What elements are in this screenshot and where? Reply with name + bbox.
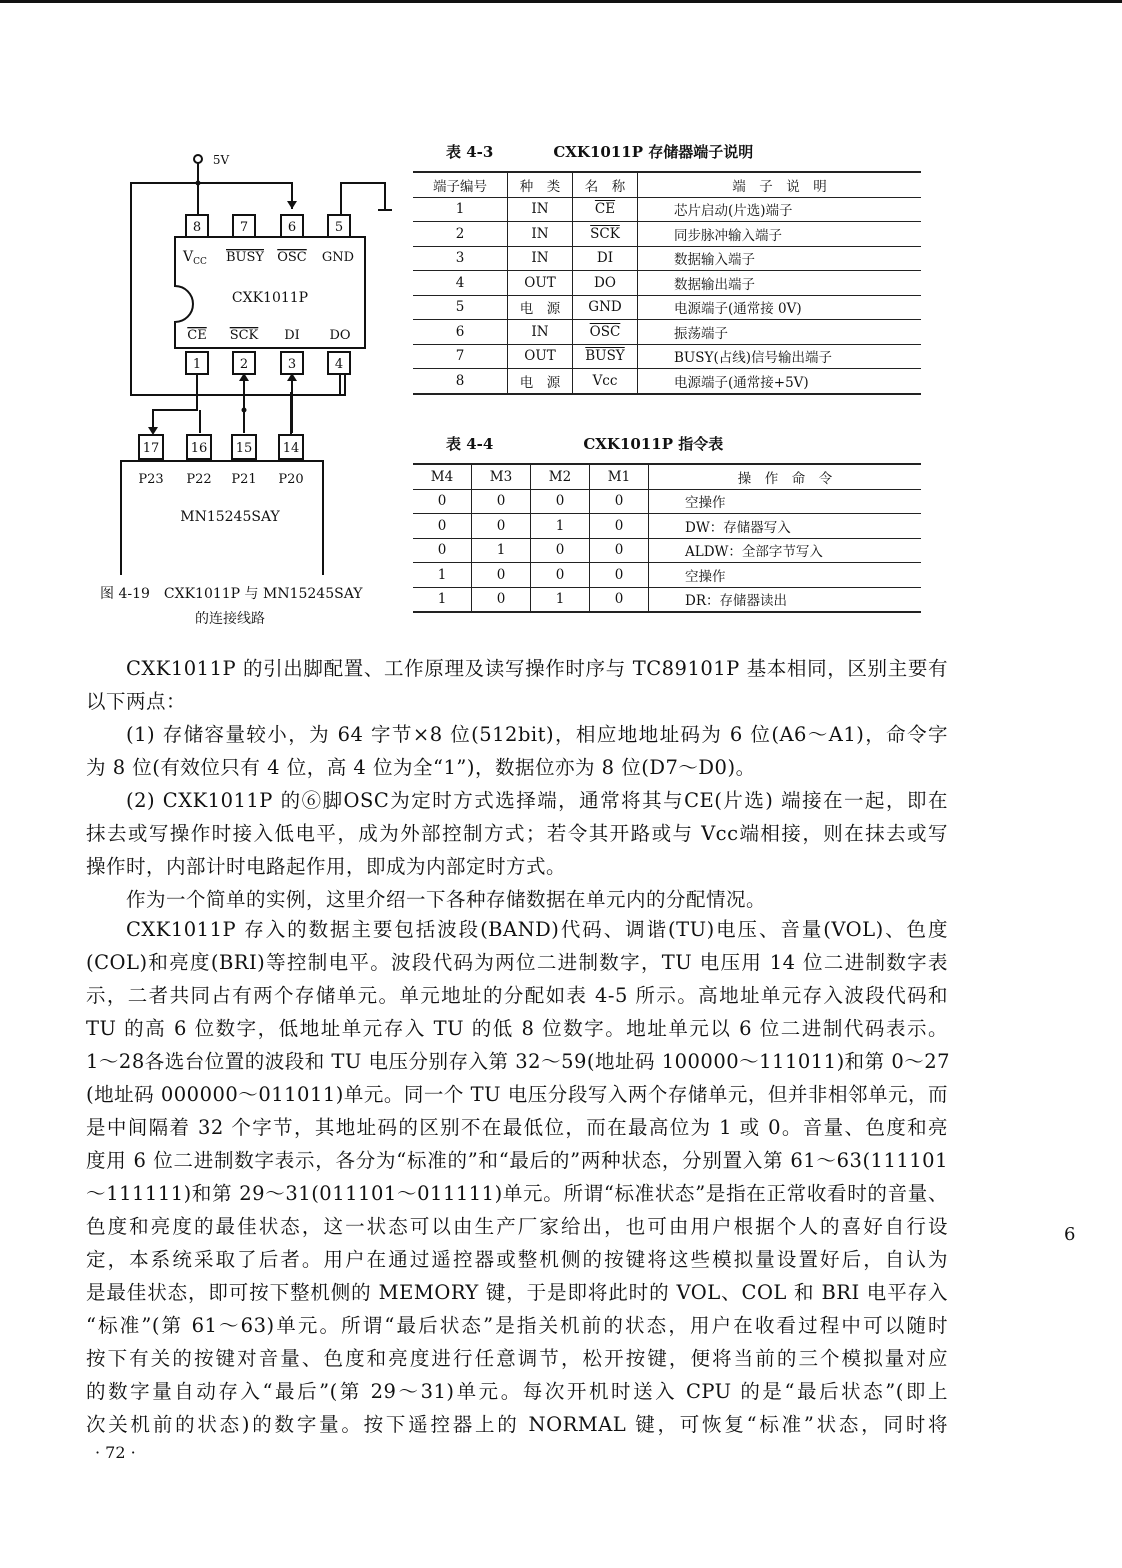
paragraph-1: [86, 652, 948, 718]
text-line: 定，本系统采取了后者。用户在通过遥控器或整机侧的按键将这些模拟量设置好后，自认为: [86, 1248, 948, 1271]
table-cell: ALDW：全部字节写入: [649, 538, 922, 563]
text-line: 按下有关的按键对音量、色度和亮度进行任意调节，松开按键，便将当前的三个模拟量对应: [86, 1347, 948, 1370]
table-cell: $\overline{OSC}$: [573, 320, 638, 345]
table-cell: DW：存储器写入: [649, 514, 922, 539]
pin-number: 6: [287, 220, 297, 235]
table-cell: DI: [573, 246, 638, 271]
table-cell: Vcc: [573, 369, 638, 394]
figure-caption: [100, 582, 400, 632]
table-cell: 0: [472, 514, 531, 539]
col-header: 操 作 命 令: [649, 464, 922, 489]
table-row: [413, 344, 921, 369]
table43-title: CXK1011P 存储器端子说明: [553, 143, 754, 161]
text-line: (1) 存储容量较小，为 64 字节×8 位(512bit)，相应地地址码为 6 位(A6～A1)，命令字: [126, 723, 948, 746]
table-cell: 0: [472, 587, 531, 612]
pin-label-p21: P21: [231, 472, 257, 487]
table-cell: $\overline{SCK}$: [573, 222, 638, 247]
table-cell: 2: [413, 222, 508, 247]
table-cell: $\overline{CE}$: [573, 197, 638, 222]
text-line: (COL)和亮度(BRI)等控制电平。波段代码为两位二进制数字，TU 电压用 14 位二进制数字表: [86, 951, 948, 974]
pin-number: 8: [192, 220, 202, 235]
pin-number: 16: [190, 441, 208, 456]
text-line: CXK1011P 存入的数据主要包括波段(BAND)代码、调谐(TU)电压、音量(VOL)、色度: [126, 918, 948, 941]
pin-label-p23: P23: [138, 472, 164, 487]
table-row: [413, 246, 921, 271]
text-line: 示，二者共同占有两个存储单元。单元地址的分配如表 4-5 所示。高地址单元存入波段代码和: [86, 984, 948, 1007]
table-cell: 1: [531, 514, 590, 539]
pin-label-vcc: $V_{CC}$: [183, 249, 207, 267]
col-header: 端 子 说 明: [638, 172, 922, 197]
table-header-row: [413, 464, 921, 489]
text-line: 1～28各选台位置的波段和 TU 电压分别存入第 32～59(地址码 100000～111011)和第 0～27: [86, 1050, 951, 1073]
pin-number: 4: [334, 357, 344, 372]
table43: [413, 171, 921, 395]
side-mark: 6: [1064, 1224, 1076, 1245]
text-line: 抹去或写操作时接入低电平，成为外部控制方式；若令其开路或与 Vcc端相接，则在抹去或写: [86, 822, 948, 845]
table-cell: 空操作: [649, 489, 922, 514]
table-cell: 0: [472, 489, 531, 514]
pin-label-ce: CE: [187, 328, 207, 343]
pin-label-di: DI: [284, 328, 300, 343]
text-line: 是中间隔着 32 个字节，其地址码的区别不在最低位，而在最高位为 1 或 0。音量、色度和亮: [86, 1116, 948, 1139]
pin-label-do: DO: [329, 328, 351, 343]
table-cell: 芯片启动(片选)端子: [638, 197, 922, 222]
table43-number: 表 4-3: [446, 143, 494, 161]
col-header: 名 称: [573, 172, 638, 197]
table-cell: 同步脉冲输入端子: [638, 222, 922, 247]
pin-number: 14: [282, 441, 300, 456]
figure-caption-line1: 图 4-19 CXK1011P 与 MN15245SAY: [100, 586, 363, 602]
table-cell: 7: [413, 344, 508, 369]
table-cell: BUSY(占线)信号输出端子: [638, 344, 922, 369]
table44-number: 表 4-4: [446, 435, 494, 453]
table-cell: 8: [413, 369, 508, 394]
pin-label-busy: BUSY: [226, 250, 264, 265]
pin-label-p20: P20: [278, 472, 304, 487]
table-cell: OUT: [508, 344, 573, 369]
text-line: 作为一个简单的实例，这里介绍一下各种存储数据在单元内的分配情况。: [126, 888, 767, 911]
table-cell: 1: [531, 587, 590, 612]
table-cell: GND: [573, 295, 638, 320]
table-cell: 0: [590, 514, 649, 539]
pin-number: 3: [287, 357, 297, 372]
col-header: M1: [590, 464, 649, 489]
table44-caption: [446, 433, 723, 454]
page-number: · 72 ·: [95, 1443, 136, 1462]
table-cell: 0: [531, 489, 590, 514]
table-row: [413, 489, 921, 514]
text-line: (2) CXK1011P 的⑥脚OSC为定时方式选择端，通常将其与CE(片选) 端接在一起，即在: [126, 789, 948, 812]
table-row: [413, 538, 921, 563]
pin-number: 2: [239, 357, 249, 372]
col-header: M2: [531, 464, 590, 489]
pin-number: 17: [142, 441, 160, 456]
table43-caption: [446, 141, 753, 162]
top-rule: [0, 0, 1122, 3]
table-cell: 1: [413, 197, 508, 222]
table-cell: 数据输出端子: [638, 271, 922, 296]
table-cell: 0: [413, 489, 472, 514]
text-line: CXK1011P 的引出脚配置、工作原理及读写操作时序与 TC89101P 基本相同，区别主要有: [126, 657, 948, 680]
table-row: [413, 271, 921, 296]
table-cell: IN: [508, 197, 573, 222]
table-cell: 振荡端子: [638, 320, 922, 345]
figure-caption-line2: 的连接线路: [195, 611, 265, 627]
col-header: 种 类: [508, 172, 573, 197]
table-cell: DR：存储器读出: [649, 587, 922, 612]
table-cell: IN: [508, 222, 573, 247]
table-cell: BUSY: [573, 344, 638, 369]
text-line: (地址码 000000～011011)单元。同一个 TU 电压分段写入两个存储单元，但并非相邻单元，而: [86, 1083, 948, 1106]
pin-label-osc: OSC: [277, 250, 307, 265]
table-cell: OUT: [508, 271, 573, 296]
pin-number: 15: [235, 441, 253, 456]
table-cell: 0: [531, 563, 590, 588]
table-cell: 0: [590, 538, 649, 563]
paragraph-3: [86, 784, 948, 883]
table-cell: 电 源: [508, 295, 573, 320]
arrow-icon: [148, 427, 158, 435]
table-header-row: [413, 172, 921, 197]
paragraph-2: [86, 718, 948, 784]
table-cell: 1: [413, 563, 472, 588]
table-cell: 1: [413, 587, 472, 612]
chip2-name: MN15245SAY: [180, 509, 280, 525]
text-line: 的数字量自动存入“最后”(第 29～31)单元。每次开机时送入 CPU 的是“最后状态”(即上: [86, 1380, 948, 1403]
table-cell: 0: [590, 563, 649, 588]
table-cell: 0: [590, 489, 649, 514]
table-cell: 1: [472, 538, 531, 563]
table-cell: 3: [413, 246, 508, 271]
text-line: 度用 6 位二进制数字表示，各分为“标准的”和“最后的”两种状态，分别置入第 61～63(111101: [86, 1149, 948, 1172]
text-line: 次关机前的状态)的数字量。按下遥控器上的 NORMAL 键，可恢复“标准”状态，同时将: [86, 1413, 948, 1436]
table-cell: 4: [413, 271, 508, 296]
table-cell: 电源端子(通常接 0V): [638, 295, 922, 320]
col-header: 端子编号: [413, 172, 508, 197]
text-line: 以下两点：: [86, 690, 187, 713]
pin-number: 5: [334, 220, 344, 235]
table-row: [413, 295, 921, 320]
supply-label: 5V: [212, 153, 230, 167]
connection-diagram: [95, 145, 395, 575]
table-row: [413, 320, 921, 345]
table-cell: 0: [413, 538, 472, 563]
paragraph-4: [86, 883, 948, 916]
col-header: M3: [472, 464, 531, 489]
pin-number: 1: [192, 357, 202, 372]
table-cell: 空操作: [649, 563, 922, 588]
table44: [413, 463, 921, 613]
table-cell: 6: [413, 320, 508, 345]
text-line: 色度和亮度的最佳状态，这一状态可以由生产厂家给出，也可由用户根据个人的喜好自行设: [86, 1215, 948, 1238]
pin-label-gnd: GND: [321, 250, 355, 265]
table-cell: 电 源: [508, 369, 573, 394]
supply-terminal-icon: [194, 155, 202, 163]
text-line: TU 的高 6 位数字，低地址单元存入 TU 的低 8 位数字。地址单元以 6 位二进制代码表示。: [86, 1017, 948, 1040]
table-cell: 5: [413, 295, 508, 320]
pin-label-sck: SCK: [229, 328, 259, 343]
chip1-name: CXK1011P: [231, 290, 309, 306]
text-line: 是最佳状态，即可按下整机侧的 MEMORY 键，于是即将此时的 VOL、COL 和 BRI 电平存入: [86, 1281, 948, 1304]
table-cell: 数据输入端子: [638, 246, 922, 271]
table-cell: 0: [590, 587, 649, 612]
col-header: M4: [413, 464, 472, 489]
table-row: [413, 587, 921, 612]
table-cell: 电源端子(通常接+5V): [638, 369, 922, 394]
pin-number: 7: [239, 220, 249, 235]
paragraph-5: [86, 913, 951, 1441]
text-line: 为 8 位(有效位只有 4 位，高 4 位为全“1”)，数据位亦为 8 位(D7～D0)。: [86, 756, 756, 779]
pin-label-p22: P22: [186, 472, 212, 487]
table-row: [413, 197, 921, 222]
arrow-icon: [287, 201, 297, 209]
table-cell: 0: [413, 514, 472, 539]
table-row: [413, 563, 921, 588]
table-cell: DO: [573, 271, 638, 296]
table-cell: IN: [508, 320, 573, 345]
text-line: ～111111)和第 29～31(011101～011111)单元。所谓“标准状态”是指在正常收看时的音量、: [86, 1182, 948, 1205]
table-row: [413, 369, 921, 394]
table-cell: 0: [472, 563, 531, 588]
text-line: 操作时，内部计时电路起作用，即成为内部定时方式。: [86, 855, 567, 878]
table44-title: CXK1011P 指令表: [583, 435, 724, 453]
table-cell: IN: [508, 246, 573, 271]
table-cell: 0: [531, 538, 590, 563]
table-row: [413, 514, 921, 539]
table-row: [413, 222, 921, 247]
text-line: “标准”(第 61～63)单元。所谓“最后状态”是指关机前的状态，用户在收看过程中可以随时: [86, 1314, 948, 1337]
